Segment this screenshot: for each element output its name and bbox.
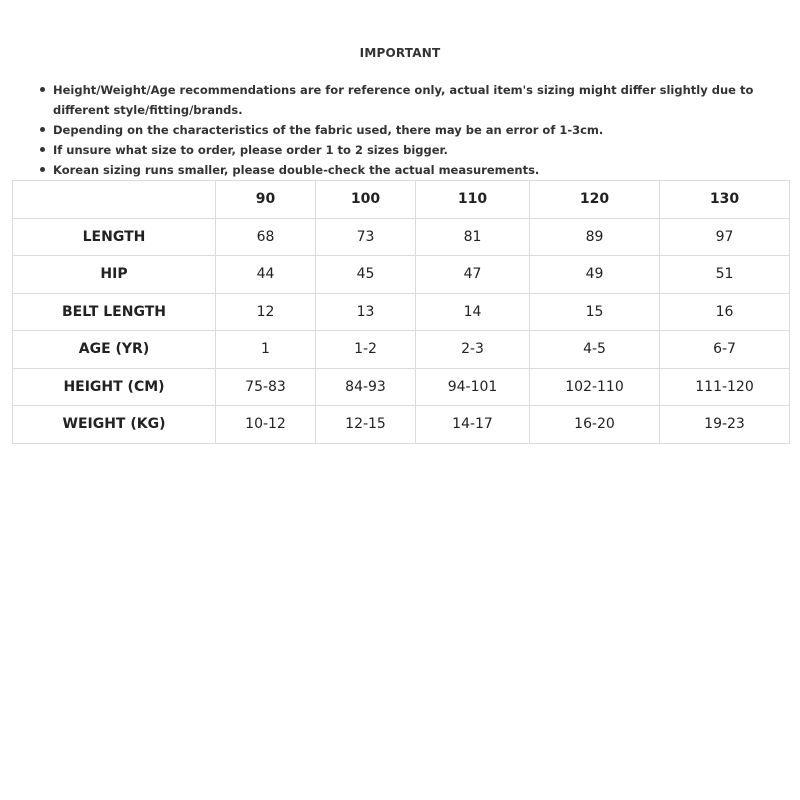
size-header: 130 — [660, 181, 790, 219]
size-header: 120 — [530, 181, 660, 219]
table-cell: 44 — [216, 256, 316, 294]
note-item — [38, 140, 758, 160]
table-cell: 2-3 — [416, 331, 530, 369]
note-item — [38, 120, 758, 140]
table-cell: 94-101 — [416, 368, 530, 406]
note-text: Depending on the characteristics of the fabric used, there may be an error of 1-3cm. — [53, 123, 604, 137]
note-item — [38, 160, 758, 180]
table-cell: 14-17 — [416, 406, 530, 444]
row-label: HEIGHT (CM) — [13, 368, 216, 406]
table-cell: 45 — [316, 256, 416, 294]
table-row — [13, 331, 790, 369]
table-cell: 16-20 — [530, 406, 660, 444]
table-header-row — [13, 181, 790, 219]
table-row — [13, 218, 790, 256]
table-row — [13, 293, 790, 331]
table-cell: 6-7 — [660, 331, 790, 369]
row-label: WEIGHT (KG) — [13, 406, 216, 444]
table-cell: 1 — [216, 331, 316, 369]
bullet-icon — [40, 127, 45, 132]
table-cell: 111-120 — [660, 368, 790, 406]
table-cell: 19-23 — [660, 406, 790, 444]
size-header: 100 — [316, 181, 416, 219]
size-chart-table — [12, 180, 790, 444]
table-row — [13, 256, 790, 294]
note-text: Height/Weight/Age recommendations are for reference only, actual item's sizing might differ slightly due to different style/fitting/brands. — [53, 83, 754, 117]
table-cell: 73 — [316, 218, 416, 256]
row-label: HIP — [13, 256, 216, 294]
table-cell: 13 — [316, 293, 416, 331]
table-cell: 1-2 — [316, 331, 416, 369]
row-label: BELT LENGTH — [13, 293, 216, 331]
table-cell: 16 — [660, 293, 790, 331]
table-row — [13, 368, 790, 406]
note-text: Korean sizing runs smaller, please double-check the actual measurements. — [53, 163, 540, 177]
table-row — [13, 406, 790, 444]
size-header: 110 — [416, 181, 530, 219]
note-item — [38, 80, 758, 120]
row-label: AGE (YR) — [13, 331, 216, 369]
size-header: 90 — [216, 181, 316, 219]
table-cell: 102-110 — [530, 368, 660, 406]
table-cell: 68 — [216, 218, 316, 256]
table-cell: 84-93 — [316, 368, 416, 406]
table-cell: 15 — [530, 293, 660, 331]
table-cell: 89 — [530, 218, 660, 256]
table-cell: 47 — [416, 256, 530, 294]
table-cell: 75-83 — [216, 368, 316, 406]
table-cell: 10-12 — [216, 406, 316, 444]
page-title: IMPORTANT — [359, 46, 441, 60]
table-cell: 51 — [660, 256, 790, 294]
bullet-icon — [40, 167, 45, 172]
table-cell: 97 — [660, 218, 790, 256]
table-cell: 81 — [416, 218, 530, 256]
important-notes-list — [38, 80, 758, 180]
table-cell: 12 — [216, 293, 316, 331]
bullet-icon — [40, 147, 45, 152]
row-label: LENGTH — [13, 218, 216, 256]
bullet-icon — [40, 87, 45, 92]
table-cell: 4-5 — [530, 331, 660, 369]
table-cell: 49 — [530, 256, 660, 294]
table-corner-cell — [13, 181, 216, 219]
table-cell: 12-15 — [316, 406, 416, 444]
table-cell: 14 — [416, 293, 530, 331]
note-text: If unsure what size to order, please order 1 to 2 sizes bigger. — [53, 143, 448, 157]
